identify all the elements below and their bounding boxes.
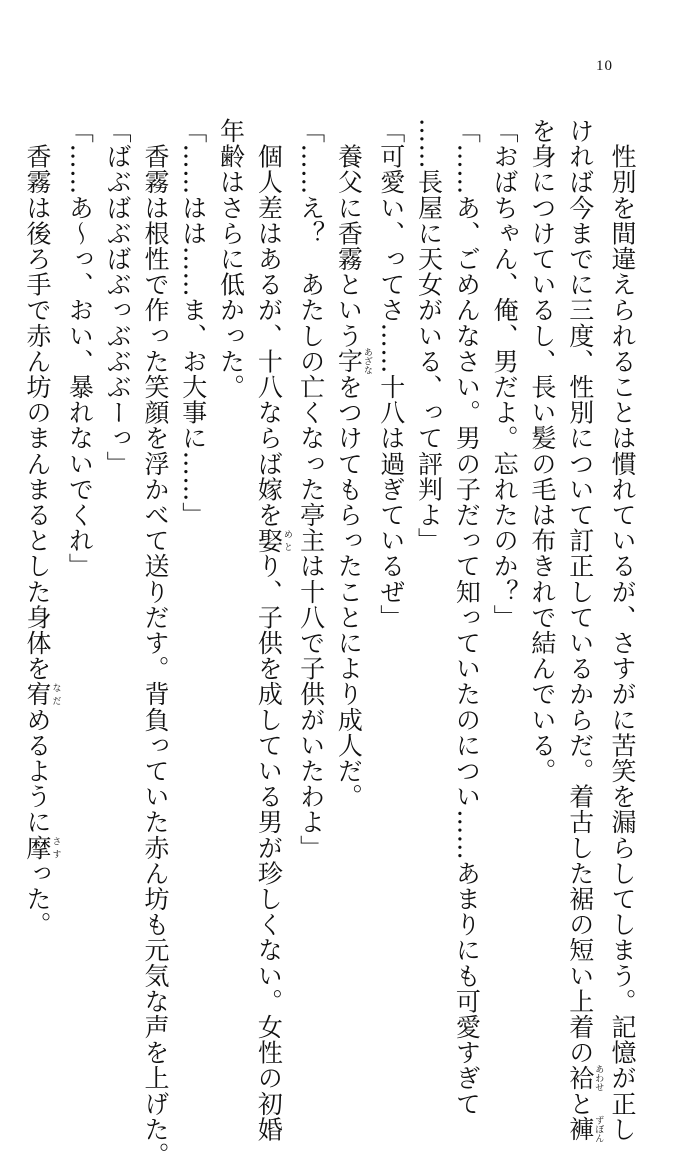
text-line: 「……はは……ま、お大事に……」 [178,118,208,528]
text-line: ……長屋に天女がいる、って評判よ」 [414,118,444,554]
text-line: 香霧は根性で作った笑顔を浮かべて送りだす。背負っていた赤ん坊も元気な声を上げた。 [140,118,170,1168]
text-segment: をつけてもらったことにより成人だ。 [334,374,364,810]
ruby-reading: あざな [361,347,372,375]
text-segment: った。 [23,860,53,938]
text-line [250,118,292,1143]
text-line: 「……あ～っ、おい、暴れないでくれ」 [65,118,95,579]
page-number: 10 [596,58,613,74]
text-segment: めるように [23,706,53,835]
ruby-reading: めと [281,527,292,554]
text-segment: 養父に香霧という [334,118,364,349]
text-segment: 嫁を [254,476,284,528]
text-segment: 香霧は後ろ手で赤ん坊のまんまるとした身体を [23,118,53,682]
text-segment: 個人差はあるが、十八ならば [254,118,284,477]
ruby-word: 娶めと [254,527,292,554]
text-line: を身につけているし、長い髪の毛は布きれで結んでいる。 [527,118,557,784]
ruby-word: 褲ずぼん [565,1115,604,1143]
text-line: 「……あ、ごめんなさい。男の子だって知っていたのについ……あまりにも可愛すぎて [452,118,482,1117]
ruby-reading: さす [50,834,61,861]
text-segment: り、子供を成している男が珍しくない。女性の初婚 [254,553,284,1143]
text-line: 性別を間違えられることは慣れているが、さすがに苦笑を漏らしてしまう。記憶が正し [608,118,637,1142]
ruby-word: 字あざな [334,347,372,375]
text-line [330,118,372,958]
ruby-reading: ずぼん [593,1115,604,1143]
ruby-word: 摩さす [23,834,61,861]
body-text [23,118,641,1168]
text-segment: と [565,1090,595,1117]
text-line: 年齢はさらに低かった。 [216,118,246,400]
text-line [561,118,604,1143]
ruby-word: 宥なだ [23,681,61,707]
ruby-reading: なだ [50,681,61,707]
text-line: 「おばちゃん、俺、男だよ。忘れたのか？」 [490,118,520,630]
text-line: 「ばぶばぶばぶっぶぶぶーっ」 [103,118,133,477]
text-segment: ければ今までに三度、性別について訂正しているからだ。着古した裾の短い上着の [565,118,595,1066]
text-line: 「可愛い、ってさ……十八は過ぎているぜ」 [376,118,406,630]
ruby-reading: あわせ [593,1064,604,1092]
ruby-word: 袷あわせ [565,1064,604,1092]
text-line [18,118,60,958]
text-line: 「……え？ あたしの亡くなった亭主は十八で子供がいたわよ」 [296,118,326,861]
